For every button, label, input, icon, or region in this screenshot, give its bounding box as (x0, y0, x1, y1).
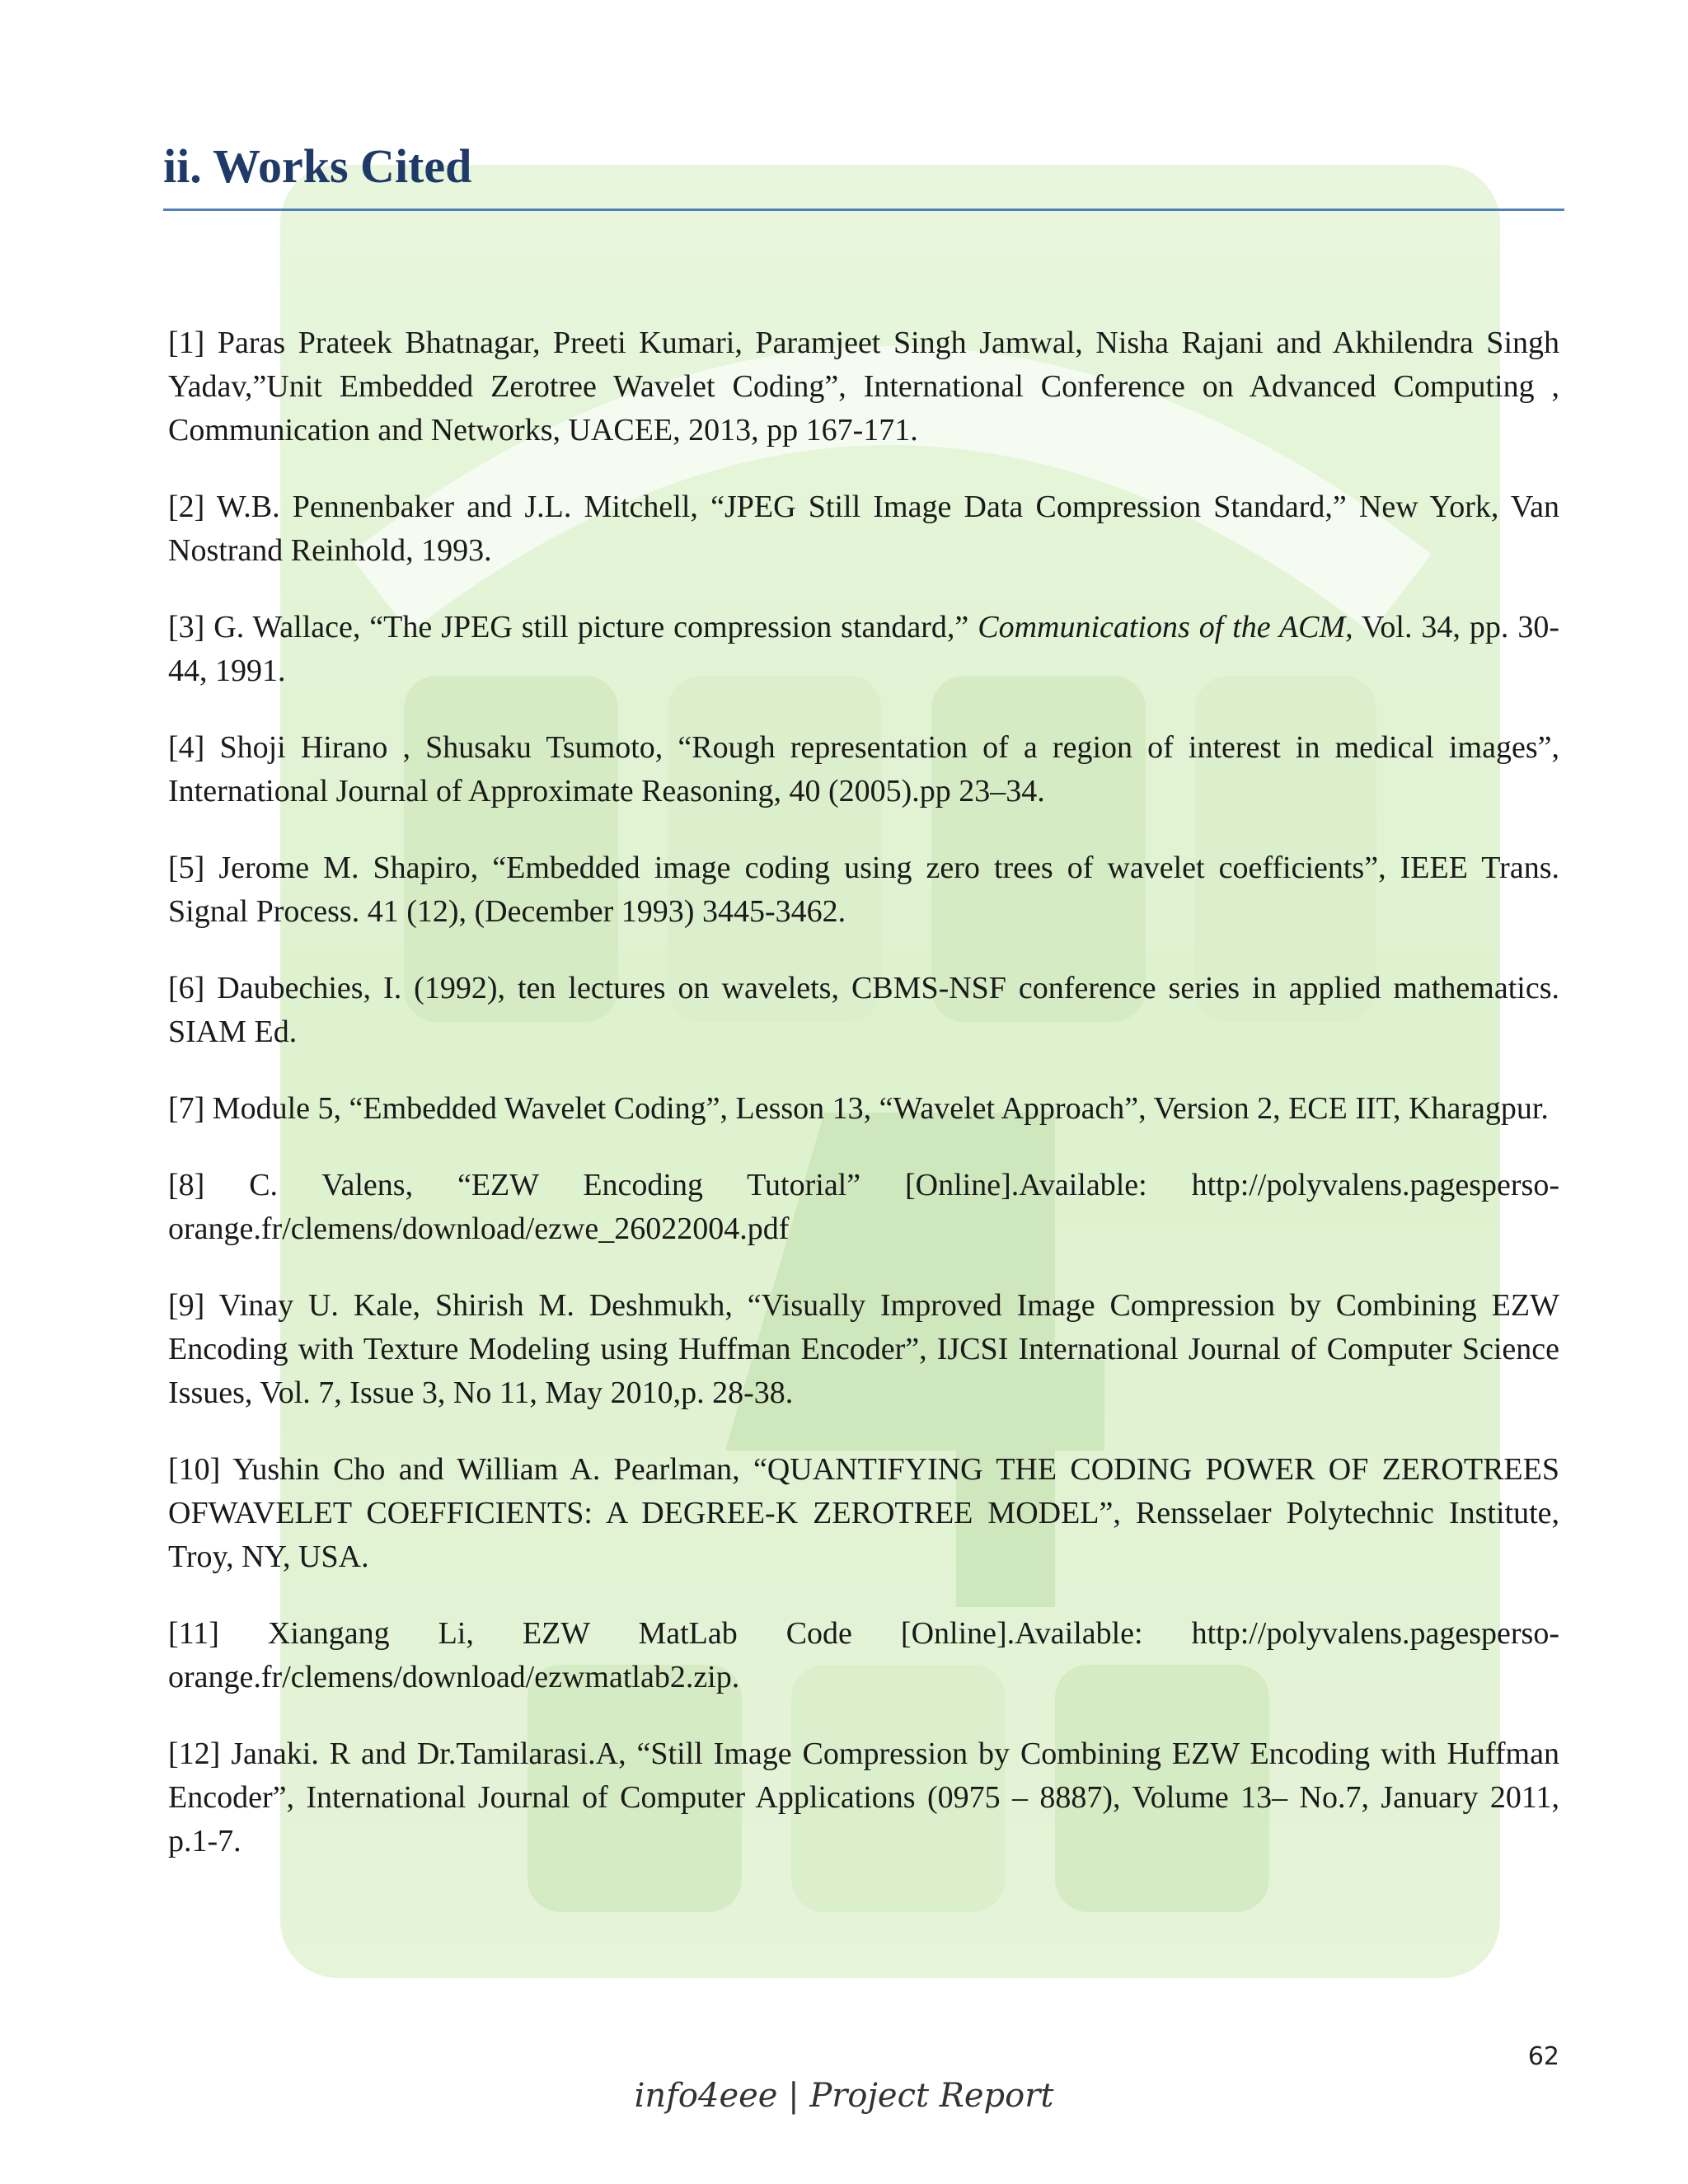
reference-item: [2] W.B. Pennenbaker and J.L. Mitchell, “JPEG Still Image Data Compression Standard,” New York, Van Nostrand Reinhold, 1993. (168, 490, 1559, 568)
reference-item: [5] Jerome M. Shapiro, “Embedded image coding using zero trees of wavelet coefficients”, IEEE Trans. Signal Process. 41 (12), (December 1993) 3445-3462. (168, 851, 1559, 929)
reference-item: [6] Daubechies, I. (1992), ten lectures on wavelets, CBMS-NSF conference series in applied mathematics. SIAM Ed. (168, 971, 1559, 1049)
reference-item: [12] Janaki. R and Dr.Tamilarasi.A, “Still Image Compression by Combining EZW Encoding with Huffman Encoder”, International Journal of Computer Applications (0975 – 8887), Volume 13– No.7, January 2011, p.1-7. (168, 1736, 1559, 1858)
reference-item (168, 606, 1559, 693)
reference-item: [7] Module 5, “Embedded Wavelet Coding”, Lesson 13, “Wavelet Approach”, Version 2, ECE IIT, Kharagpur. (168, 1091, 1549, 1126)
journal-title: Communications of the ACM, (978, 610, 1353, 644)
reference-item: [9] Vinay U. Kale, Shirish M. Deshmukh, “Visually Improved Image Compression by Combining EZW Encoding with Texture Modeling using Huffman Encoder”, IJCSI International Journal of Computer Science Issues, Vol. 7, Issue 3, No 11, May 2010,p. 28-38. (168, 1288, 1559, 1410)
title-divider (163, 209, 1564, 211)
page-number: 62 (1527, 2042, 1559, 2071)
reference-item: [1] Paras Prateek Bhatnagar, Preeti Kumari, Paramjeet Singh Jamwal, Nisha Rajani and Akhilendra Singh Yadav,”Unit Embedded Zerotree Wavelet Coding”, International Conference on Advanced Computing , Communication and Networks, UACEE, 2013, pp 167-171. (168, 326, 1559, 448)
references-list (168, 321, 1559, 1896)
reference-item: [4] Shoji Hirano , Shusaku Tsumoto, “Rough representation of a region of interest in medical images”, International Journal of Approximate Reasoning, 40 (2005).pp 23–34. (168, 730, 1559, 808)
reference-item: [8] C. Valens, “EZW Encoding Tutorial” [Online].Available: http://polyvalens.pagesperso-orange.fr/clemens/download/ezwe_26022004.pdf (168, 1168, 1559, 1246)
page-footer: info4eee | Project Report (634, 2077, 1054, 2115)
page-title: ii. Works Cited (163, 139, 472, 193)
reference-item: [10] Yushin Cho and William A. Pearlman, “QUANTIFYING THE CODING POWER OF ZEROTREES OFWAVELET COEFFICIENTS: A DEGREE-K ZEROTREE MODEL”, Rensselaer Polytechnic Institute, Troy, NY, USA. (168, 1452, 1559, 1574)
reference-text: [3] G. Wallace, “The JPEG still picture compression standard,” (168, 610, 978, 644)
reference-text: Vol. 34, pp. 30-44, 1991. (168, 610, 1559, 688)
reference-item: [11] Xiangang Li, EZW MatLab Code [Online].Available: http://polyvalens.pagesperso-orange.fr/clemens/download/ezwmatlab2.zip. (168, 1616, 1559, 1694)
